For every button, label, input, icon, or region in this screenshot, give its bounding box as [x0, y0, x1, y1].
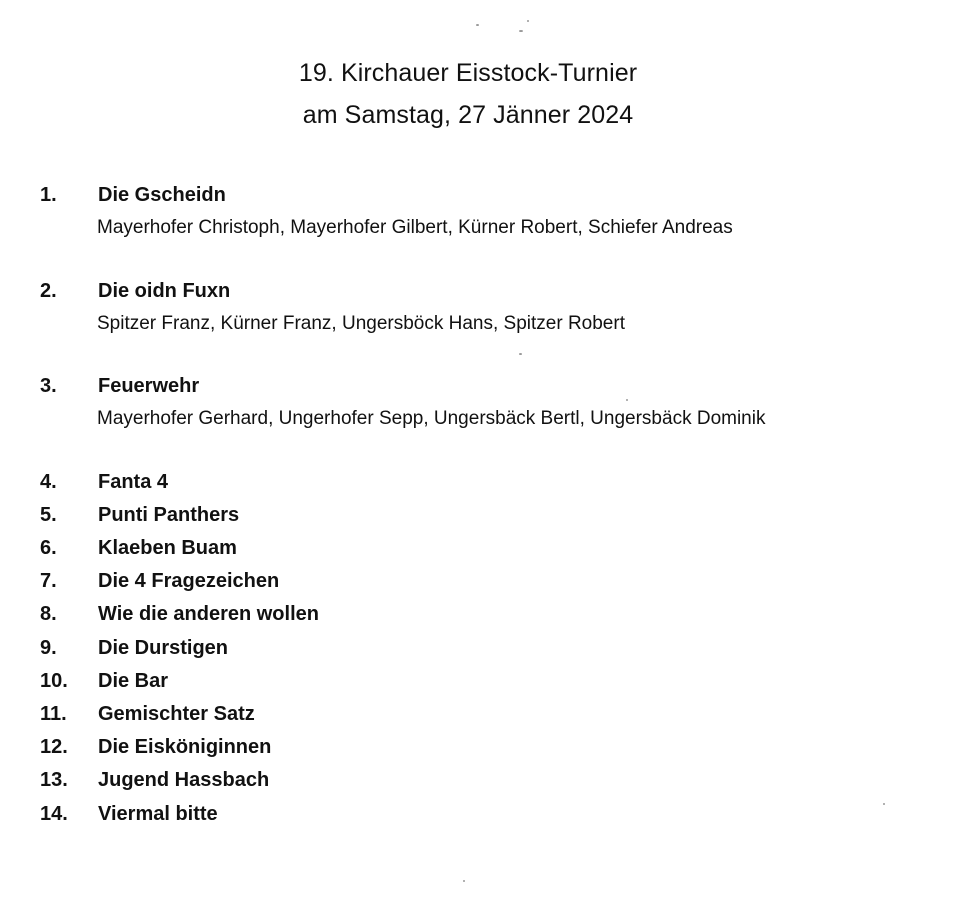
document-title: 19. Kirchauer Eisstock-Turnier — [298, 59, 638, 87]
team-name: Die Durstigen — [98, 637, 229, 659]
rank-number: 11. — [40, 703, 67, 725]
team-name: Wie die anderen wollen — [98, 603, 319, 625]
rank-number: 12. — [40, 736, 68, 758]
team-members: Spitzer Franz, Kürner Franz, Ungersböck Hans, Spitzer Robert — [97, 313, 625, 334]
team-name: Die Eisköniginnen — [98, 736, 272, 758]
team-members: Mayerhofer Gerhard, Ungerhofer Sepp, Ungersbäck Bertl, Ungersbäck Dominik — [97, 408, 766, 429]
rank-number: 8. — [40, 603, 57, 625]
scan-speck — [527, 20, 529, 22]
document-date: am Samstag, 27 Jänner 2024 — [302, 101, 634, 129]
rank-number: 13. — [40, 769, 68, 791]
scan-speck — [519, 30, 523, 32]
rank-number: 6. — [40, 537, 57, 559]
team-name: Fanta 4 — [98, 471, 169, 493]
rank-number: 4. — [40, 471, 57, 493]
scan-speck — [519, 353, 522, 355]
rank-number: 10. — [40, 670, 68, 692]
scan-speck — [626, 399, 628, 401]
team-name: Viermal bitte — [98, 803, 218, 825]
scan-speck — [463, 880, 465, 882]
team-name: Jugend Hassbach — [98, 769, 270, 791]
team-name: Klaeben Buam — [98, 537, 237, 559]
rank-number: 7. — [40, 570, 57, 592]
team-name: Gemischter Satz — [98, 703, 255, 725]
rank-number: 3. — [40, 375, 57, 397]
team-members: Mayerhofer Christoph, Mayerhofer Gilbert, Kürner Robert, Schiefer Andreas — [97, 217, 733, 238]
rank-number: 1. — [40, 184, 57, 206]
team-name: Punti Panthers — [98, 504, 240, 526]
scan-speck — [883, 803, 885, 805]
rank-number: 5. — [40, 504, 57, 526]
team-name: Feuerwehr — [98, 375, 200, 397]
rank-number: 2. — [40, 280, 57, 302]
rank-number: 9. — [40, 637, 57, 659]
team-name: Die oidn Fuxn — [98, 280, 231, 302]
rank-number: 14. — [40, 803, 68, 825]
team-name: Die 4 Fragezeichen — [98, 570, 280, 592]
scan-speck — [476, 24, 479, 26]
team-name: Die Gscheidn — [98, 184, 226, 206]
team-name: Die Bar — [98, 670, 169, 692]
